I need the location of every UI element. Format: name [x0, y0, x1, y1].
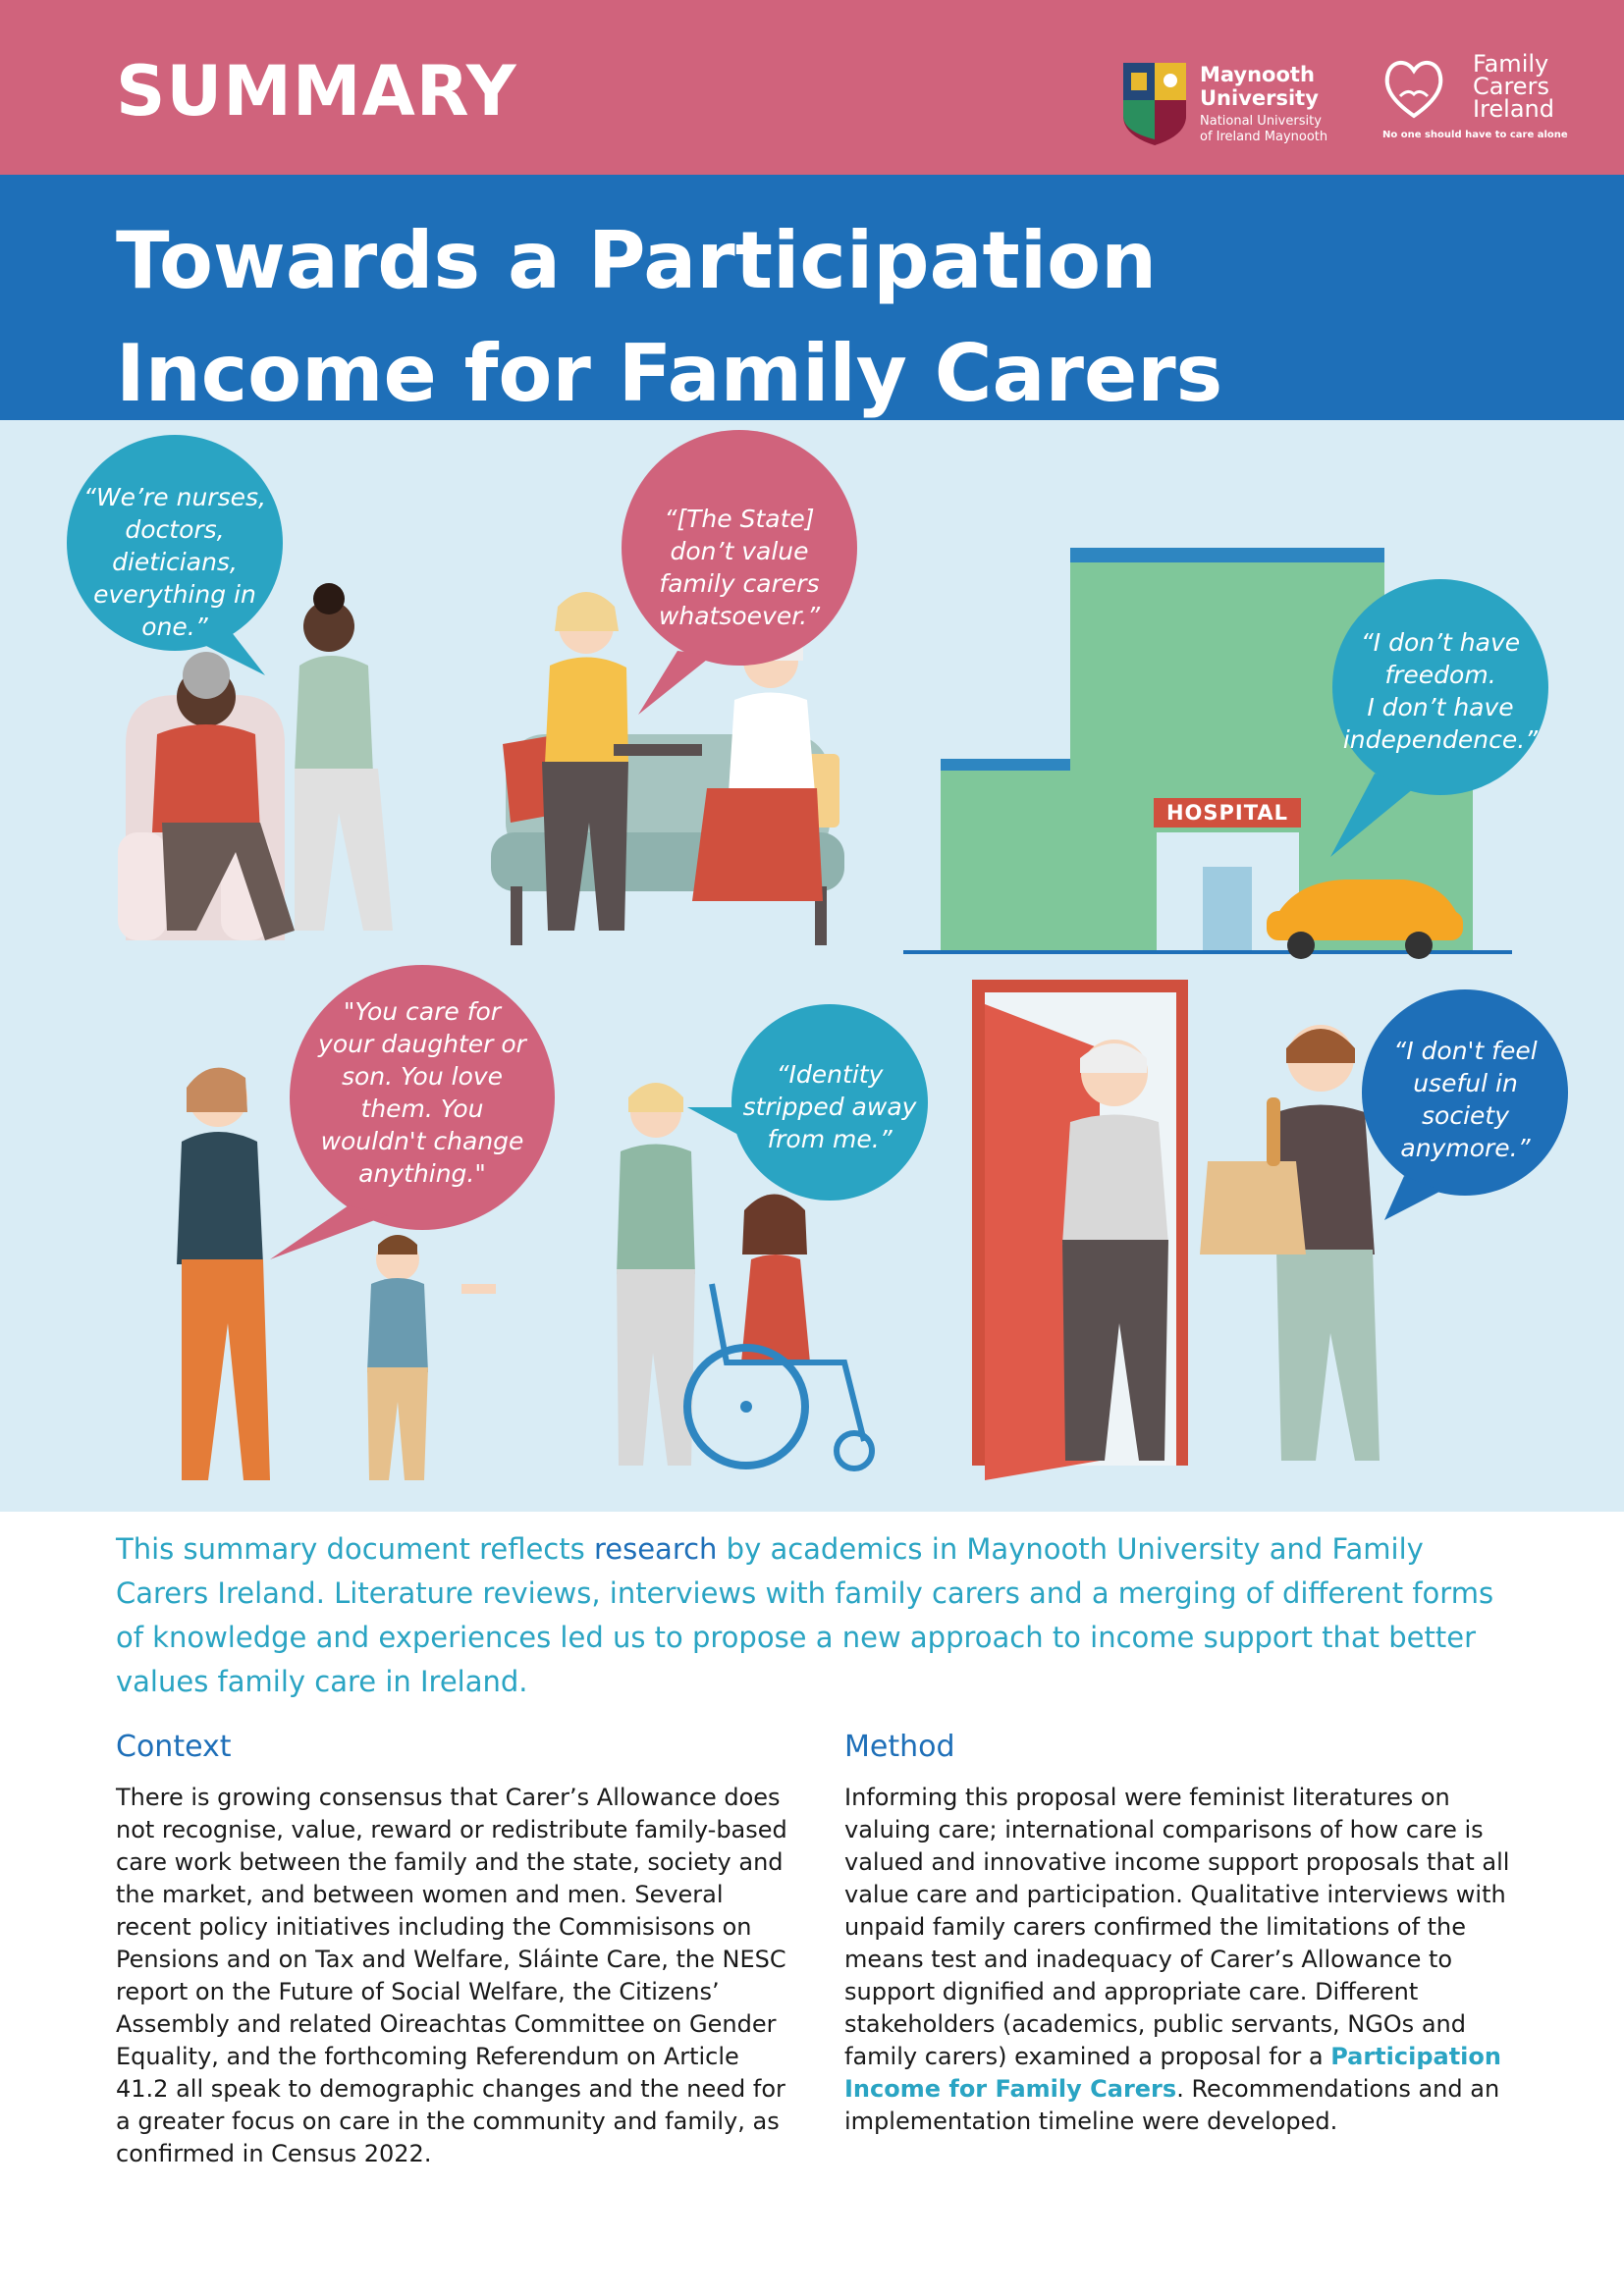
fci-line1: Family — [1473, 50, 1549, 78]
title-line-1: Towards a Participation — [116, 215, 1158, 306]
quote-line: son. You love — [341, 1062, 504, 1091]
method-heading: Method — [844, 1730, 955, 1764]
door-scene — [972, 980, 1380, 1480]
hospital-sign: HOSPITAL — [1165, 801, 1289, 825]
heart-hands-icon — [1382, 55, 1445, 122]
page-title — [116, 204, 1490, 430]
quote-line: your daughter or — [318, 1030, 526, 1058]
quote-identity — [731, 1058, 928, 1155]
method-text-start: Informing this proposal were feminist literatures on valuing care; international comparisons of how care is valued and innovative income support proposals that all value care and participation. Qualitative interviews with unpaid family carers confirmed the limitations of the means test and inadequacy of Carer’s Allowance to support dignified and appropriate care. Different stakeholders (academics, public servants, NGOs and family carers) examined a proposal for a — [844, 1784, 1510, 2070]
quote-line: “I don't feel — [1393, 1037, 1538, 1065]
quote-line: one.” — [141, 613, 208, 641]
maynooth-sub2: of Ireland Maynooth — [1200, 130, 1328, 144]
quote-state — [631, 503, 847, 632]
maynooth-line1: Maynooth — [1200, 63, 1315, 86]
quote-line: anything." — [358, 1159, 486, 1188]
quote-line: doctors, — [125, 515, 225, 544]
maynooth-name — [1200, 63, 1319, 110]
method-text-end: . Recommendations and an implementation timeline were developed. — [844, 2075, 1500, 2135]
quote-line: them. You — [360, 1095, 484, 1123]
intro-paragraph — [116, 1527, 1520, 1704]
maynooth-crest-icon — [1121, 61, 1188, 147]
research-link[interactable]: research — [593, 1532, 718, 1566]
quote-line: dieticians, — [112, 548, 238, 576]
quote-line: “[The State] — [664, 505, 815, 533]
intro-text-end: by academics in Maynooth University and Family Carers Ireland. Literature reviews, interviews with family carers and a merging of different forms of knowledge and experiences led us to propose a new approach to income support that better values family care in Ireland. — [116, 1532, 1494, 1698]
quote-line: useful in — [1413, 1069, 1518, 1097]
maynooth-subtitle — [1200, 114, 1327, 145]
quote-line: stripped away — [742, 1093, 917, 1121]
context-heading: Context — [116, 1730, 232, 1764]
quote-line: freedom. — [1384, 661, 1496, 689]
quote-useful — [1370, 1035, 1561, 1164]
quote-line: society — [1422, 1101, 1509, 1130]
context-body: There is growing consensus that Carer’s Allowance does not recognise, value, reward or redistribute family-based care work between the family and the state, society and the market, and between women and men. Several recent policy initiatives including the Commisisons on Pensions and on Tax and Welfare, Sláinte Care, the NESC report on the Future of Social Welfare, the Citizens’ Assembly and related Oireachtas Committee on Gender Equality, and the forthcoming Referendum on Article 41.2 all speak to demographic changes and the need for a greater focus on care in the community and family, as confirmed in Census 2022. — [116, 1784, 787, 2167]
quote-line: “I don’t have — [1360, 628, 1521, 657]
quote-line: “We’re nurses, — [83, 483, 266, 511]
quote-line: everything in — [93, 580, 256, 609]
illustration-panel — [0, 420, 1624, 1512]
fci-tagline: No one should have to care alone — [1382, 130, 1568, 140]
quote-line: whatsoever.” — [658, 602, 821, 630]
quote-line: independence.” — [1342, 725, 1539, 754]
maynooth-sub1: National University — [1200, 114, 1322, 129]
method-body — [844, 1782, 1522, 2138]
fci-line3: Ireland — [1473, 95, 1555, 123]
quote-line: "You care for — [343, 997, 502, 1026]
quote-daughter — [299, 995, 545, 1190]
summary-label: SUMMARY — [116, 51, 517, 132]
quote-nurses — [77, 481, 273, 643]
quote-line: “Identity — [776, 1060, 884, 1089]
maynooth-line2: University — [1200, 86, 1319, 110]
quote-line: I don’t have — [1367, 693, 1514, 721]
intro-text-start: This summary document reflects — [116, 1532, 594, 1566]
participation-income-highlight: Participation Income for Family Carers — [844, 2043, 1501, 2103]
quote-line: family carers — [659, 569, 820, 598]
title-line-2: Income for Family Carers — [116, 328, 1223, 419]
quote-line: from me.” — [767, 1125, 893, 1153]
family-carers-ireland-logo[interactable] — [1382, 51, 1579, 149]
maynooth-university-logo[interactable] — [1121, 59, 1357, 153]
fci-name — [1473, 50, 1555, 123]
quote-freedom — [1337, 626, 1543, 756]
quote-line: don’t value — [670, 537, 809, 565]
quote-line: wouldn't change — [320, 1127, 524, 1155]
fci-line2: Carers — [1473, 73, 1549, 100]
quote-line: anymore.” — [1400, 1134, 1531, 1162]
